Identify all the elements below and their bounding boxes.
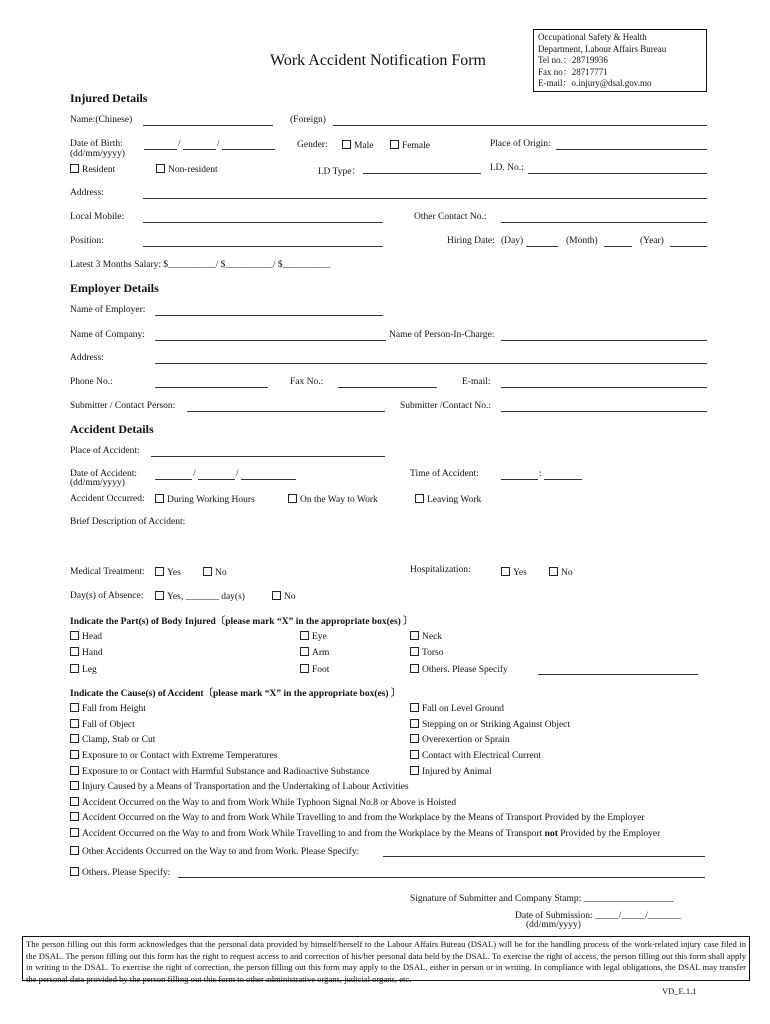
contact-line: Department, Labour Affairs Bureau — [538, 43, 667, 54]
non-resident-label: Non-resident — [168, 165, 218, 175]
cause-fall-level[interactable] — [410, 703, 504, 714]
cause-label: Exposure to or Contact with Harmful Substance and Radioactive Substance — [82, 767, 370, 777]
checkbox[interactable] — [155, 494, 164, 503]
local-mobile-label: Local Mobile: — [70, 212, 125, 222]
cause-temperatures[interactable] — [70, 750, 277, 761]
yes-label: Yes — [513, 568, 527, 578]
company-name-field[interactable] — [155, 331, 386, 341]
checkbox[interactable] — [300, 664, 309, 673]
part-foot-option[interactable] — [300, 664, 329, 675]
checkbox[interactable] — [70, 664, 79, 673]
slash: / — [217, 139, 220, 149]
absence-no-option[interactable] — [272, 591, 296, 602]
checkbox[interactable] — [156, 164, 165, 173]
checkbox[interactable] — [410, 631, 419, 640]
cause-not-employer-transport[interactable] — [70, 828, 660, 839]
dob-day-field[interactable] — [144, 140, 177, 150]
checkbox[interactable] — [410, 664, 419, 673]
cause-label: Accident Occurred on the Way to and from Work While Typhoon Signal No.8 or Above is Hoisted — [82, 798, 457, 808]
checkbox[interactable] — [70, 781, 79, 790]
cause-label: Clamp, Stab or Cut — [82, 735, 156, 745]
cause-employer-transport[interactable] — [70, 812, 645, 823]
place-of-accident-field[interactable] — [151, 447, 385, 457]
hospital-yes-option[interactable] — [501, 567, 527, 578]
part-leg-option[interactable] — [70, 664, 97, 675]
cause-fall-height[interactable] — [70, 703, 146, 714]
absence-yes-option[interactable] — [155, 591, 245, 602]
name-chinese-field[interactable] — [143, 116, 273, 126]
checkbox[interactable] — [272, 591, 281, 600]
employer-name-field[interactable] — [155, 306, 383, 316]
date-of-accident-label: Date of Accident: — [70, 469, 138, 479]
checkbox[interactable] — [155, 591, 164, 600]
part-others-field[interactable] — [538, 665, 698, 675]
hiring-day-field[interactable] — [526, 237, 558, 247]
dob-label: Date of Birth: — [70, 139, 123, 149]
checkbox[interactable] — [390, 140, 399, 149]
part-label: Leg — [82, 665, 97, 675]
cause-label: Contact with Electrical Current — [422, 751, 541, 761]
option-label: During Working Hours — [167, 495, 255, 505]
on-way-to-work-option[interactable] — [288, 494, 378, 505]
phone-label: Phone No.: — [70, 377, 113, 387]
part-label: Eye — [312, 632, 327, 642]
slash: / — [236, 469, 239, 479]
non-resident-option[interactable] — [156, 164, 218, 175]
checkbox[interactable] — [70, 766, 79, 775]
cause-clamp[interactable] — [70, 734, 155, 745]
checkbox[interactable] — [70, 812, 79, 821]
name-foreign-label: (Foreign) — [290, 115, 326, 125]
address-field[interactable] — [143, 189, 707, 199]
body-parts-heading: Indicate the Part(s) of Body Injured〔please mark “X” in the appropriate box(es) 〕 — [70, 617, 413, 627]
cause-label: Stepping on or Striking Against Object — [422, 720, 571, 730]
cause-label: Accident Occurred on the Way to and from Work While Travelling to and from the Workplace by the Means of Transport — [82, 829, 545, 839]
checkbox[interactable] — [410, 719, 419, 728]
checkbox[interactable] — [70, 647, 79, 656]
employer-name-label: Name of Employer: — [70, 305, 146, 315]
medical-yes-option[interactable] — [155, 567, 181, 578]
gender-label: Gender: — [297, 140, 328, 150]
fax-field[interactable] — [338, 378, 437, 388]
part-head-option[interactable] — [70, 631, 102, 642]
yes-label: Yes — [167, 568, 181, 578]
hospitalization-label: Hospitalization: — [410, 565, 471, 575]
part-neck-option[interactable] — [410, 631, 442, 642]
checkbox[interactable] — [410, 750, 419, 759]
contact-info-box — [533, 29, 707, 92]
employer-address-label: Address: — [70, 353, 104, 363]
cause-label: Fall from Height — [82, 704, 146, 714]
brief-description-label: Brief Description of Accident: — [70, 517, 186, 527]
checkbox[interactable] — [501, 567, 510, 576]
submitter-contact-label: Submitter / Contact Person: — [70, 401, 176, 411]
id-type-field[interactable] — [363, 164, 481, 174]
checkbox[interactable] — [70, 631, 79, 640]
cause-others[interactable] — [70, 867, 170, 878]
accident-day-field[interactable] — [155, 470, 192, 480]
cause-stepping[interactable] — [410, 719, 570, 730]
cause-label-emphasis: not — [544, 829, 558, 839]
part-label: Hand — [82, 648, 103, 658]
cause-label: Fall on Level Ground — [422, 704, 505, 714]
contact-tel: Tel no.：28719936 — [538, 55, 608, 65]
cause-other-way-field[interactable] — [383, 847, 705, 857]
cause-other-way[interactable] — [70, 846, 359, 857]
email-field[interactable] — [501, 378, 707, 388]
time-of-accident-label: Time of Accident: — [410, 469, 479, 479]
medical-treatment-label: Medical Treatment: — [70, 567, 145, 577]
gender-male-option[interactable] — [342, 140, 374, 151]
absence-yes-label: Yes, _______ day(s) — [167, 592, 245, 602]
hiring-date-label: Hiring Date: — [447, 236, 495, 246]
hiring-day-label: (Day) — [501, 236, 524, 246]
date-of-submission-format: (dd/mm/yyyy) — [526, 920, 581, 930]
accident-year-field[interactable] — [241, 470, 296, 480]
id-no-field[interactable] — [528, 164, 707, 174]
checkbox[interactable] — [155, 567, 164, 576]
dob-year-field[interactable] — [222, 140, 275, 150]
name-chinese-label: Name:(Chinese) — [70, 115, 133, 125]
salary-line[interactable]: Latest 3 Months Salary: $__________/ $__________/ $__________ — [70, 260, 331, 270]
position-label: Position: — [70, 236, 104, 246]
cause-label: Provided by the Employer — [557, 829, 661, 839]
part-torso-option[interactable] — [410, 647, 444, 658]
dob-format: (dd/mm/yyyy) — [70, 149, 125, 159]
option-label: Leaving Work — [427, 495, 482, 505]
part-label: Torso — [422, 648, 444, 658]
address-label: Address: — [70, 188, 104, 198]
checkbox[interactable] — [415, 494, 424, 503]
accident-minute-field[interactable] — [544, 470, 582, 480]
phone-field[interactable] — [155, 378, 268, 388]
contact-fax: Fax no：28717771 — [538, 66, 608, 77]
no-label: No — [561, 568, 573, 578]
cause-label: Injury Caused by a Means of Transportation and the Undertaking of Labour Activities — [82, 782, 409, 792]
leaving-work-option[interactable] — [415, 494, 481, 505]
accident-details-heading: Accident Details — [70, 422, 154, 436]
contact-line: Occupational Safety & Health — [538, 32, 647, 42]
colon: : — [539, 469, 542, 479]
submitter-contact-no-field[interactable] — [501, 402, 707, 412]
checkbox[interactable] — [342, 140, 351, 149]
employer-details-heading: Employer Details — [70, 281, 159, 295]
date-of-accident-format: (dd/mm/yyyy) — [70, 478, 125, 488]
cause-animal[interactable] — [410, 766, 492, 777]
part-eye-option[interactable] — [300, 631, 327, 642]
checkbox[interactable] — [549, 567, 558, 576]
email-label: E-mail: — [462, 377, 491, 387]
dob-month-field[interactable] — [183, 140, 216, 150]
hiring-year-label: (Year) — [640, 236, 664, 246]
checkbox[interactable] — [70, 703, 79, 712]
checkbox[interactable] — [203, 567, 212, 576]
privacy-notice: The person filling out this form acknowledges that the personal data provided by himself/herself to the Labour Affairs Bureau (DSAL) will be for the handling process of the work-related injury case filed in the DSAL. The person filling out this form has the right to request access to and correction of his/her personal data held by the DSAL. To exercise the right of access, the person filling out this form shall apply in writing to the DSAL. To exercise the right of correction, the person filling out this form may apply to the DSAL, either in person or in writing. In compliance with legal obligations, the DSAL may transfer the personal data provided by the person filling out this form to other administrative organs, judicial organs, etc. — [22, 936, 750, 981]
during-working-hours-option[interactable] — [155, 494, 255, 505]
cause-label: Other Accidents Occurred on the Way to and from Work. Please Specify: — [82, 847, 360, 857]
place-of-accident-label: Place of Accident: — [70, 446, 140, 456]
checkbox[interactable] — [70, 867, 79, 876]
part-label: Head — [82, 632, 103, 642]
part-label: Neck — [422, 632, 443, 642]
male-label: Male — [354, 141, 374, 151]
medical-no-option[interactable] — [203, 567, 227, 578]
part-others-option[interactable] — [410, 664, 508, 675]
part-hand-option[interactable] — [70, 647, 103, 658]
injured-details-heading: Injured Details — [70, 91, 148, 105]
brief-description-area[interactable] — [70, 530, 710, 560]
cause-label: Injured by Animal — [422, 767, 492, 777]
date-of-submission[interactable]: Date of Submission: _____/_____/_______ — [515, 911, 681, 921]
position-field[interactable] — [143, 237, 383, 247]
id-no-label: I.D. No.: — [490, 163, 524, 173]
checkbox[interactable] — [410, 766, 419, 775]
female-label: Female — [402, 141, 430, 151]
no-label: No — [284, 592, 296, 602]
checkbox[interactable] — [70, 828, 79, 837]
slash: / — [193, 469, 196, 479]
checkbox[interactable] — [70, 846, 79, 855]
cause-transport[interactable] — [70, 781, 409, 792]
hiring-year-field[interactable] — [670, 237, 707, 247]
cause-others-field[interactable] — [178, 868, 705, 878]
checkbox[interactable] — [410, 734, 419, 743]
resident-label: Resident — [82, 165, 116, 175]
cause-fall-object[interactable] — [70, 719, 135, 730]
signature-line[interactable]: Signature of Submitter and Company Stamp: ___________________ — [410, 894, 674, 904]
company-name-label: Name of Company: — [70, 330, 145, 340]
no-label: No — [215, 568, 227, 578]
cause-label: Others. Please Specify: — [82, 868, 171, 878]
cause-typhoon[interactable] — [70, 797, 456, 808]
cause-label: Fall of Object — [82, 720, 135, 730]
checkbox[interactable] — [300, 647, 309, 656]
person-in-charge-label: Name of Person-In-Charge: — [389, 330, 495, 340]
form-title: Work Accident Notification Form — [270, 52, 486, 69]
part-label: Arm — [312, 648, 330, 658]
checkbox[interactable] — [70, 164, 79, 173]
person-in-charge-field[interactable] — [501, 331, 707, 341]
place-of-origin-label: Place of Origin: — [490, 139, 551, 149]
absence-label: Day(s) of Absence: — [70, 591, 144, 601]
id-type-label: I.D Type： — [318, 167, 361, 177]
local-mobile-field[interactable] — [143, 213, 383, 223]
cause-overexertion[interactable] — [410, 734, 510, 745]
part-arm-option[interactable] — [300, 647, 329, 658]
cause-label: Accident Occurred on the Way to and from Work While Travelling to and from the Workplace by the Means of Transport Provided by the Employer — [82, 813, 645, 823]
part-label: Foot — [312, 665, 330, 675]
checkbox[interactable] — [70, 719, 79, 728]
submitter-contact-field[interactable] — [187, 402, 385, 412]
cause-harmful[interactable] — [70, 766, 369, 777]
checkbox[interactable] — [70, 734, 79, 743]
submitter-contact-no-label: Submitter /Contact No.: — [400, 401, 492, 411]
cause-label: Exposure to or Contact with Extreme Temperatures — [82, 751, 278, 761]
accident-hour-field[interactable] — [501, 470, 538, 480]
other-contact-field[interactable] — [501, 213, 707, 223]
cause-electrical[interactable] — [410, 750, 541, 761]
employer-address-field[interactable] — [155, 354, 707, 364]
slash: / — [178, 139, 181, 149]
contact-email: E-mail：o.injury@dsal.gov.mo — [538, 78, 652, 88]
accident-occurred-label: Accident Occurred: — [70, 494, 145, 504]
resident-option[interactable] — [70, 164, 115, 175]
checkbox[interactable] — [70, 797, 79, 806]
form-version: VD_E.1.1 — [662, 986, 697, 996]
checkbox[interactable] — [410, 647, 419, 656]
hospital-no-option[interactable] — [549, 567, 573, 578]
gender-female-option[interactable] — [390, 140, 430, 151]
checkbox[interactable] — [70, 750, 79, 759]
name-foreign-field[interactable] — [333, 116, 707, 126]
hiring-month-label: (Month) — [566, 236, 598, 246]
causes-heading: Indicate the Cause(s) of Accident〔please mark “X” in the appropriate box(es) 〕 — [70, 689, 401, 699]
other-contact-label: Other Contact No.: — [414, 212, 487, 222]
part-label: Others. Please Specify — [422, 665, 508, 675]
hiring-month-field[interactable] — [604, 237, 632, 247]
option-label: On the Way to Work — [300, 495, 378, 505]
cause-label: Overexertion or Sprain — [422, 735, 510, 745]
place-of-origin-field[interactable] — [556, 140, 707, 150]
checkbox[interactable] — [300, 631, 309, 640]
checkbox[interactable] — [410, 703, 419, 712]
accident-month-field[interactable] — [198, 470, 235, 480]
fax-label: Fax No.: — [290, 377, 324, 387]
checkbox[interactable] — [288, 494, 297, 503]
